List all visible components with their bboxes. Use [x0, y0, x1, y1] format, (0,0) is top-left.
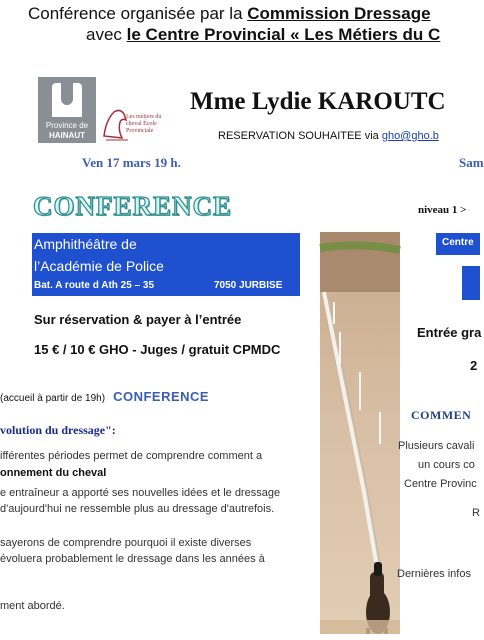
province-logo-line-1: Province de	[45, 121, 89, 130]
venue-street: Bat. A route d Ath 25 – 35	[34, 280, 155, 291]
venue-line-1: Amphithéâtre de	[34, 236, 137, 252]
reservation-line	[218, 130, 439, 142]
header-line-1-prefix: Conférence organisée par la	[28, 4, 248, 23]
program-section-title: CONFERENCE	[113, 389, 210, 404]
date-saturday: Sam	[459, 155, 484, 170]
program-text-line: onnement du cheval	[0, 467, 107, 479]
program-text-line: e entraîneur a apporté ses nouvelles idées et le dressage	[0, 487, 281, 499]
right-text-line: un cours co	[418, 459, 475, 471]
centre-name: le Centre Provincial « Les Métiers du C	[126, 25, 441, 44]
program-text-line: ment abordé.	[0, 600, 65, 612]
right-column-title: COMMEN	[411, 408, 472, 422]
date-friday: Ven 17 mars 19 h.	[82, 155, 181, 170]
niveau-label: niveau 1 >	[418, 204, 467, 216]
venue-city: 7050 JURBISE	[214, 280, 283, 291]
reservation-label: RESERVATION SOUHAITEE via	[218, 130, 382, 142]
right-text-line: R	[472, 507, 480, 519]
program-text-line: sayerons de comprendre pourquoi il existe diverses	[0, 537, 252, 549]
program-text-line: d'aujourd'hui ne ressemble plus au dressage d'autrefois.	[0, 503, 275, 515]
right-text-line: Centre Provinc	[404, 478, 477, 490]
header-line-2-prefix: avec	[86, 25, 127, 44]
venue-line-2: l’Académie de Police	[34, 258, 164, 274]
province-logo-line-2: HAINAUT	[49, 131, 85, 140]
accueil-time: (accueil à partir de 19h)	[0, 393, 106, 404]
conference-title: CONFERENCE	[33, 191, 233, 221]
ticket-prices: 15 € / 10 € GHO - Juges / gratuit CPMDC	[34, 342, 281, 357]
venue-box	[32, 233, 300, 296]
metiers-logo-text: Les métiers du cheval École Provinciale	[126, 114, 162, 134]
right-text-line: Plusieurs cavali	[398, 440, 475, 452]
program-accueil	[0, 389, 209, 404]
dressage-arena-image	[320, 232, 400, 634]
header-line-2	[86, 25, 440, 45]
commission-name: Commission Dressage	[247, 4, 431, 23]
header-line-1	[28, 4, 431, 24]
program-topic-title: volution du dressage":	[0, 423, 116, 437]
right-text-line: Dernières infos	[397, 568, 471, 580]
program-text-line: ifférentes périodes permet de comprendre comment a	[0, 450, 263, 462]
province-emblem-icon	[52, 83, 82, 117]
centre-box: Centre	[436, 233, 480, 255]
metiers-du-cheval-logo	[100, 106, 172, 142]
program-text-line: évoluera probablement le dressage dans les années à	[0, 553, 265, 565]
province-hainaut-logo	[38, 77, 96, 143]
entree-text-2: 2	[470, 358, 478, 373]
speaker-name: Mme Lydie KAROUTC	[190, 88, 446, 115]
entree-text: Entrée gra	[417, 325, 482, 340]
reservation-email-link[interactable]: gho@gho.b	[381, 130, 439, 142]
booking-instructions: Sur réservation & payer à l’entrée	[34, 312, 242, 327]
venue-address	[34, 279, 283, 293]
blue-box-fragment	[462, 266, 480, 300]
dressage-photo	[320, 232, 400, 634]
